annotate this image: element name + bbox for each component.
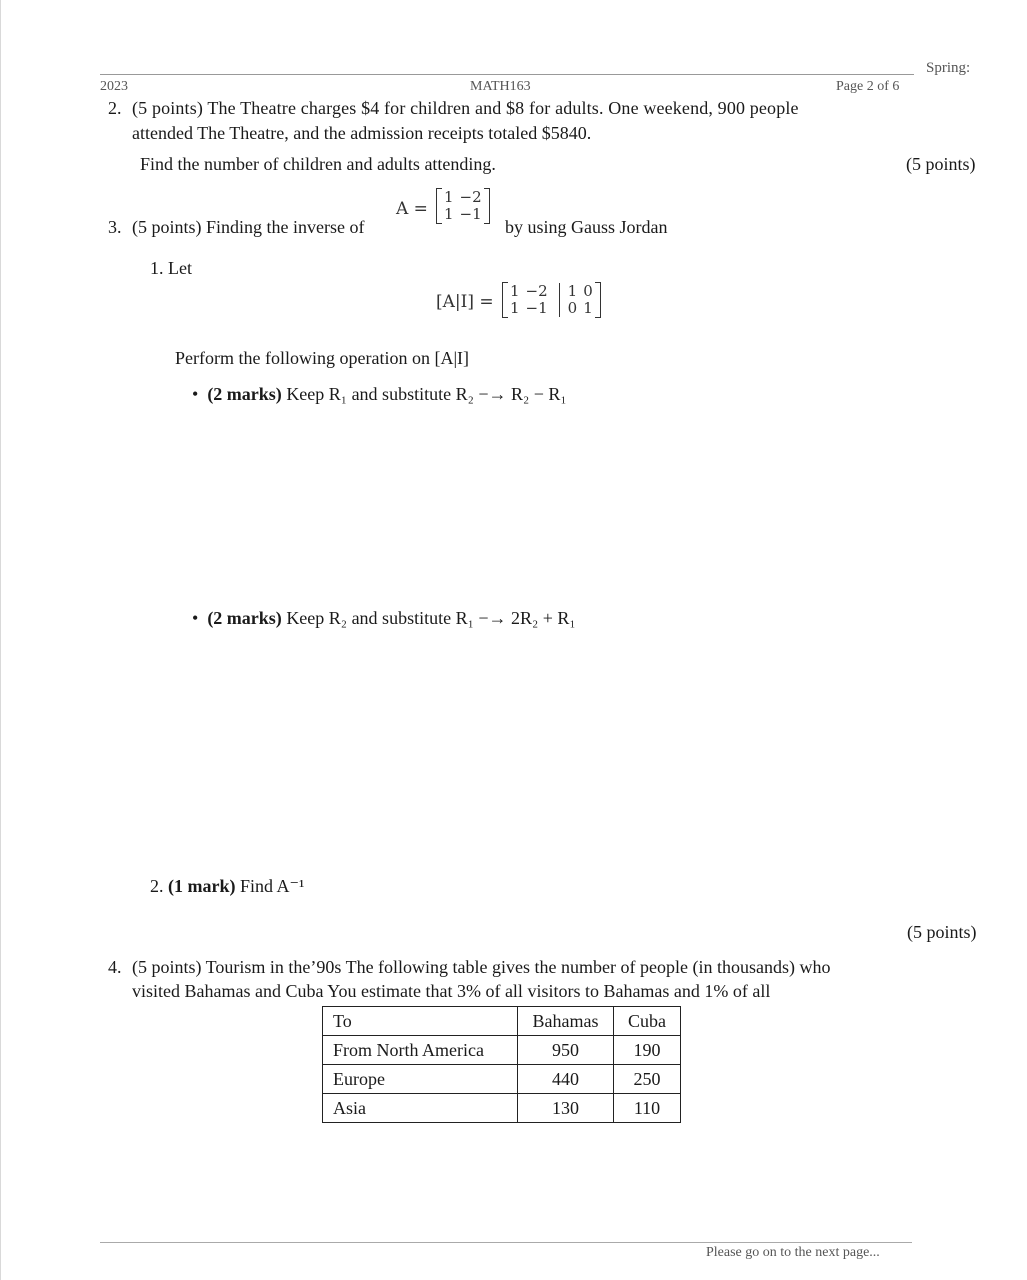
header-page: Page 2 of 6 <box>836 79 900 94</box>
table-row <box>323 1065 681 1094</box>
matrix-cell: 0 <box>583 282 593 300</box>
table-cell: 190 <box>614 1036 681 1065</box>
table-row <box>323 1094 681 1123</box>
table-header: Cuba <box>614 1007 681 1036</box>
matrix-cell: 1 <box>567 282 578 300</box>
matrix-cell: 1 <box>510 299 520 317</box>
q2-line1: (5 points) The Theatre charges $4 for children and $8 for adults. One weekend, 900 people <box>132 98 799 118</box>
table-header-row <box>323 1007 681 1036</box>
bullet-2 <box>192 608 576 629</box>
matrix-cell: 0 <box>567 299 578 317</box>
table-cell: From North America <box>323 1036 518 1065</box>
q3-points: (5 points) <box>907 922 977 942</box>
bullet-dot: • <box>192 384 208 404</box>
table-cell: 950 <box>518 1036 614 1065</box>
table-header: Bahamas <box>518 1007 614 1036</box>
q3-step2 <box>150 876 304 897</box>
q2-number: 2. <box>108 98 122 118</box>
q2-line2: attended The Theatre, and the admission receipts totaled $5840. <box>132 123 592 143</box>
q2-points: (5 points) <box>906 154 976 174</box>
matrix-cell: −1 <box>459 205 482 223</box>
q4-line2: visited Bahamas and Cuba You estimate that 3% of all visitors to Bahamas and 1% of all <box>132 981 771 1001</box>
table-cell: Europe <box>323 1065 518 1094</box>
q3-suffix: by using Gauss Jordan <box>505 217 668 237</box>
bullet-2-text: Keep R₂ and substitute R₁ −→ 2R₂ + R₁ <box>286 608 576 628</box>
footer-rule <box>100 1242 912 1243</box>
bullet-dot: • <box>192 608 208 628</box>
matrix-cell: −2 <box>459 188 482 206</box>
matrix-cell: 1 <box>444 188 454 206</box>
q4-number: 4. <box>108 957 122 977</box>
tourism-table-wrap <box>322 1006 681 1123</box>
header-rule <box>100 74 914 75</box>
q3-number: 3. <box>108 217 122 237</box>
tourism-table <box>322 1006 681 1123</box>
table-header: To <box>323 1007 518 1036</box>
bullet-2-bold: (2 marks) <box>207 608 282 628</box>
header-term: Spring: <box>926 60 971 76</box>
matrix-cell: 1 <box>583 299 593 317</box>
q3-matrix-label: A = <box>396 199 428 219</box>
header-course: MATH163 <box>470 79 531 94</box>
table-cell: 130 <box>518 1094 614 1123</box>
header-year: 2023 <box>100 79 128 94</box>
step2-number: 2. <box>150 876 164 896</box>
q3-intro: (5 points) Finding the inverse of <box>132 217 365 237</box>
q3-step1: 1. Let <box>150 258 192 278</box>
bullet-1-bold: (2 marks) <box>207 384 282 404</box>
bullet-1 <box>192 384 567 405</box>
matrix-cell: −2 <box>525 282 548 300</box>
bullet-1-text: Keep R₁ and substitute R₂ −→ R₂ − R₁ <box>286 384 567 404</box>
matrix-cell: 1 <box>444 205 454 223</box>
q2-line3: Find the number of children and adults attending. <box>140 154 496 174</box>
q3-matrix <box>436 188 490 224</box>
q3-perform: Perform the following operation on [A|I] <box>175 348 470 368</box>
matrix-cell: −1 <box>525 299 548 317</box>
table-cell: Asia <box>323 1094 518 1123</box>
page-edge <box>0 0 1 1280</box>
table-cell: 440 <box>518 1065 614 1094</box>
q4-line1: (5 points) Tourism in the’90s The following table gives the number of people (in thousands) who <box>132 957 831 977</box>
aug-label: [A|I] = <box>436 292 494 312</box>
augmented-matrix <box>502 282 601 318</box>
table-row <box>323 1036 681 1065</box>
step2-text: Find A⁻¹ <box>239 876 305 896</box>
matrix-cell: 1 <box>510 282 520 300</box>
table-cell: 110 <box>614 1094 681 1123</box>
table-cell: 250 <box>614 1065 681 1094</box>
footer-next: Please go on to the next page... <box>706 1245 880 1260</box>
step2-bold: (1 mark) <box>168 876 236 896</box>
